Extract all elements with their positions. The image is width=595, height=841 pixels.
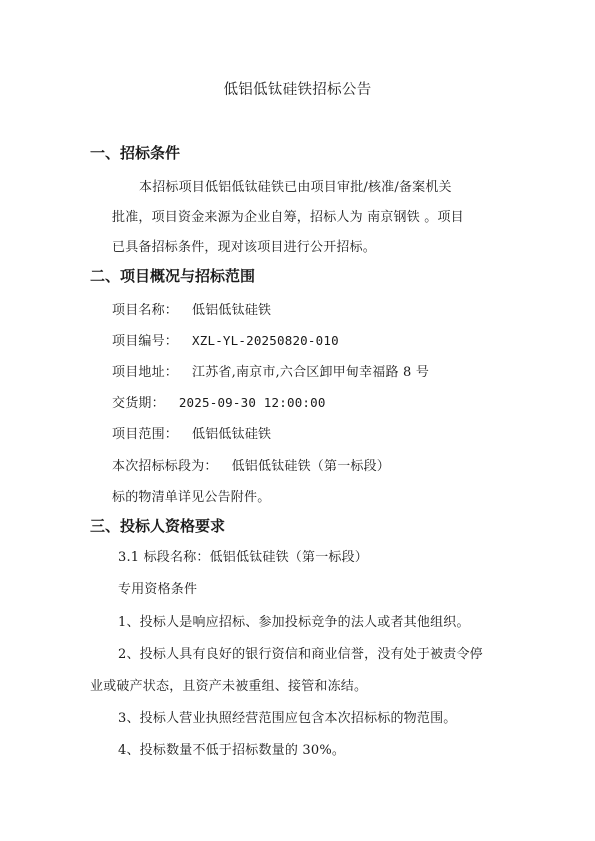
field-label: 项目编号： xyxy=(112,334,179,349)
field-value: 低铝低钛硅铁（第一标段） xyxy=(231,459,391,474)
field-label: 本次招标标段为： xyxy=(112,459,218,474)
field-value: 低铝低钛硅铁 xyxy=(192,427,272,442)
field-project-address xyxy=(112,361,429,380)
field-label: 项目地址： xyxy=(112,365,179,380)
qualification-item-1: 1、投标人是响应招标、参加投标竞争的法人或者其他组织。 xyxy=(118,615,470,630)
attachment-note: 标的物清单详见公告附件。 xyxy=(112,490,271,505)
field-project-name xyxy=(112,299,271,318)
qualification-item-2-cont: 业或破产状态，且资产未被重组、接管和冻结。 xyxy=(90,679,368,694)
document-title: 低铝低钛硅铁招标公告 xyxy=(223,82,372,98)
section-2-heading: 二、项目概况与招标范围 xyxy=(90,267,256,285)
field-label: 项目名称： xyxy=(112,303,179,318)
field-value: 江苏省,南京市,六合区卸甲甸幸福路 8 号 xyxy=(192,365,430,380)
field-project-number xyxy=(112,330,339,349)
section-1-line-1: 本招标项目低铝低钛硅铁已由项目审批/核准/备案机关 xyxy=(139,180,452,195)
field-label: 交货期： xyxy=(112,396,165,411)
special-qualification-heading: 专用资格条件 xyxy=(118,582,198,597)
field-value: 2025-09-30 12:00:00 xyxy=(178,395,326,410)
field-label: 项目范围： xyxy=(112,427,179,442)
section-3-heading: 三、投标人资格要求 xyxy=(90,517,226,535)
field-delivery-date xyxy=(112,392,326,411)
section-1-line-3: 已具备招标条件，现对该项目进行公开招标。 xyxy=(112,240,377,255)
section-1-line-2: 批准，项目资金来源为企业自筹，招标人为 南京钢铁 。项目 xyxy=(112,210,464,225)
field-value: XZL-YL-20250820-010 xyxy=(192,333,339,348)
lot-name-line: 3.1 标段名称：低铝低钛硅铁（第一标段） xyxy=(118,550,369,565)
section-1-heading: 一、招标条件 xyxy=(90,144,181,162)
field-project-scope xyxy=(112,423,271,442)
field-value: 低铝低钛硅铁 xyxy=(192,303,272,318)
qualification-item-2: 2、投标人具有良好的银行资信和商业信誉，没有处于被责令停 xyxy=(118,647,483,662)
qualification-item-4: 4、投标数量不低于招标数量的 30%。 xyxy=(118,743,346,758)
qualification-item-3: 3、投标人营业执照经营范围应包含本次招标标的物范围。 xyxy=(118,711,457,726)
field-tender-lot xyxy=(112,455,390,474)
